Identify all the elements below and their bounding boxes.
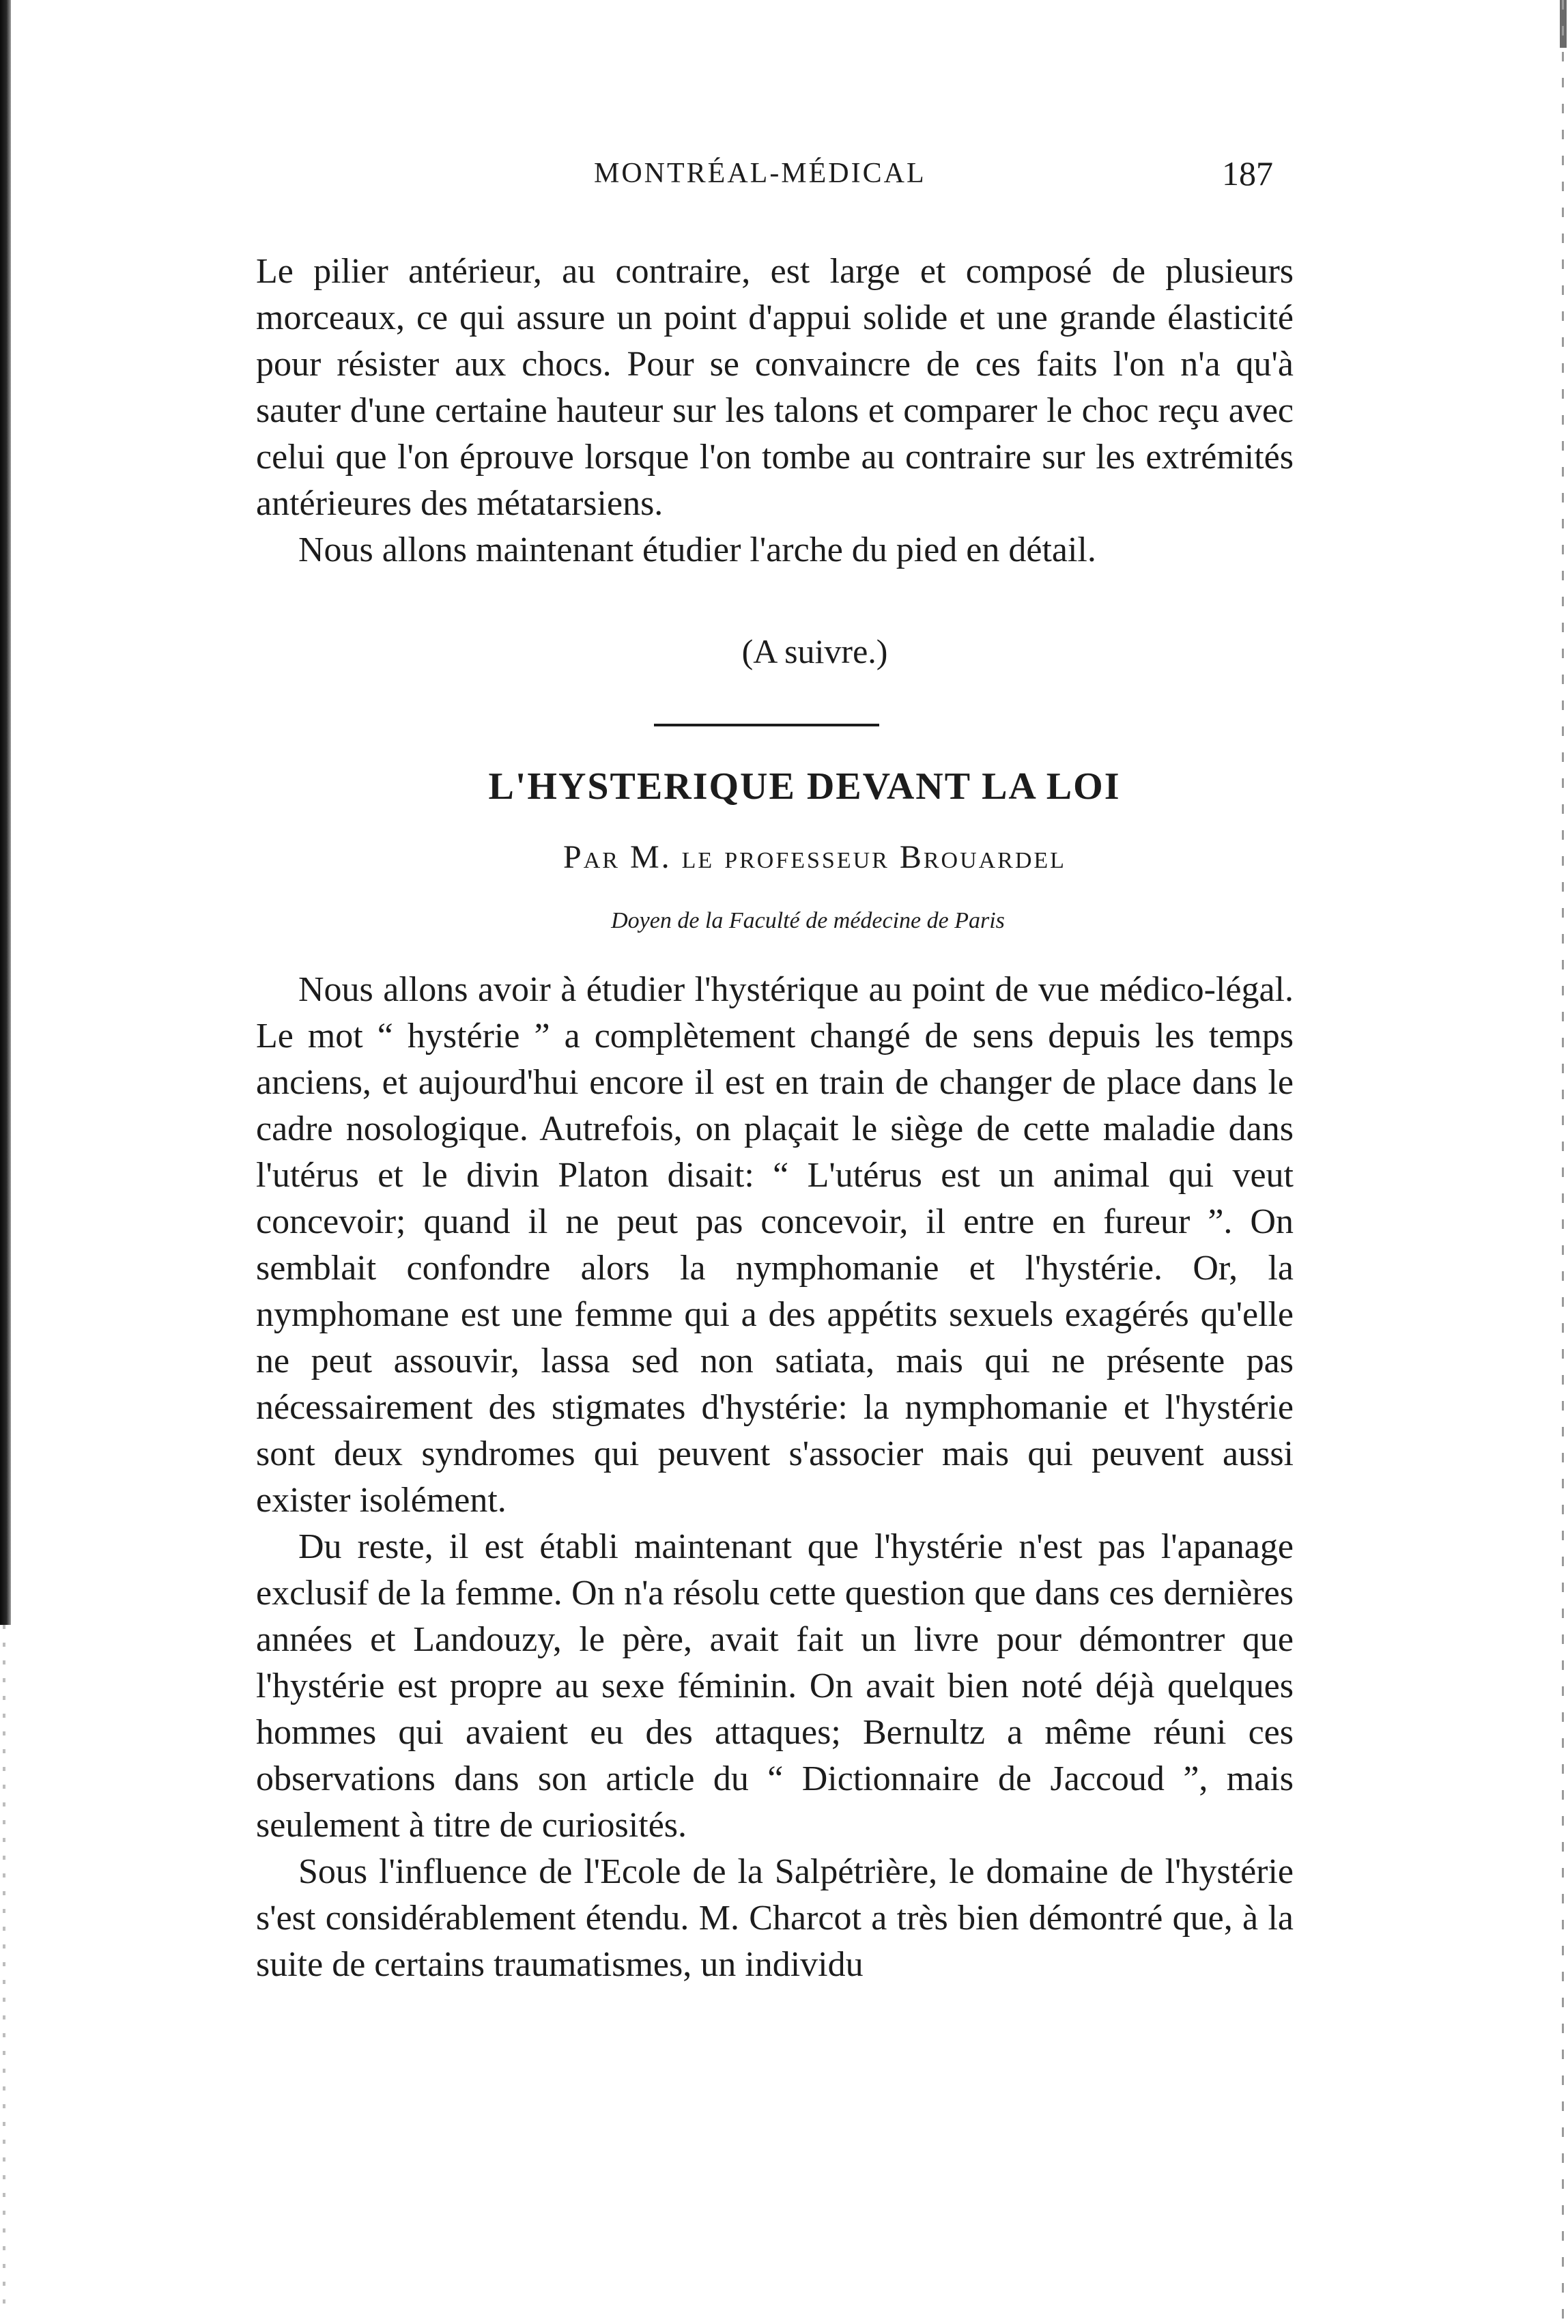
scan-edge-left <box>0 0 11 1625</box>
article-byline: Par M. le professeur Brouardel <box>563 839 1066 875</box>
scan-edge-left-lower <box>3 1625 5 2308</box>
paragraph: Nous allons maintenant étudier l'arche du pied en détail. <box>298 530 1096 569</box>
paragraph: Le pilier antérieur, au contraire, est large et composé de plusieurs morceaux, ce qui assure un point d'appui solide et une grande élasticité pour résister aux chocs. Pour se convaincre de ces faits l'on n'a qu'à sauter d'une certaine hauteur sur les talons et comparer le choc reçu avec celui que l'on éprouve lorsque l'on tombe au contraire sur les extrémités antérieures des métatarsiens. <box>256 252 1294 523</box>
continued-article-text <box>256 249 1294 573</box>
article-title: L'HYSTERIQUE DEVANT LA LOI <box>488 765 1121 808</box>
paragraph: Sous l'influence de l'Ecole de la Salpétrière, le domaine de l'hystérie s'est considérablement étendu. M. Charcot a très bien démontré que, à la suite de certains traumatismes, un individu <box>256 1852 1294 1984</box>
paragraph: Du reste, il est établi maintenant que l'hystérie n'est pas l'apanage exclusif de la femme. On n'a résolu cette question que dans ces dernières années et Landouzy, le père, avait fait un livre pour démontrer que l'hystérie est propre au sexe féminin. On avait bien noté déjà quelques hommes qui avaient eu des attaques; Bernultz a même réuni ces observations dans son article du “ Dictionnaire de Jaccoud ”, mais seulement à titre de curiosités. <box>256 1527 1294 1845</box>
running-head: MONTRÉAL-MÉDICAL <box>594 158 926 189</box>
continuation-note: (A suivre.) <box>741 632 888 670</box>
scan-edge-right <box>1562 0 1564 2324</box>
section-divider <box>654 724 879 726</box>
page-number: 187 <box>1222 154 1273 193</box>
author-affiliation: Doyen de la Faculté de médecine de Paris <box>611 908 1005 933</box>
paragraph: Nous allons avoir à étudier l'hystérique au point de vue médico-légal. Le mot “ hystérie ” a complètement changé de sens depuis les temps anciens, et aujourd'hui encore il est en train de changer de place dans le cadre nosologique. Autrefois, on plaçait le siège de cette maladie dans l'utérus et le divin Platon disait: “ L'utérus est un animal qui veut concevoir; quand il ne peut pas concevoir, il entre en fureur ”. On semblait confondre alors la nymphomanie et l'hystérie. Or, la nymphomane est une femme qui a des appétits sexuels exagérés qu'elle ne peut assouvir, lassa sed non satiata, mais qui ne présente pas nécessairement des stigmates d'hystérie: la nymphomanie et l'hystérie sont deux syndromes qui peuvent s'associer mais qui peuvent aussi exister isolément. <box>256 970 1294 1520</box>
article-body <box>256 967 1294 1988</box>
